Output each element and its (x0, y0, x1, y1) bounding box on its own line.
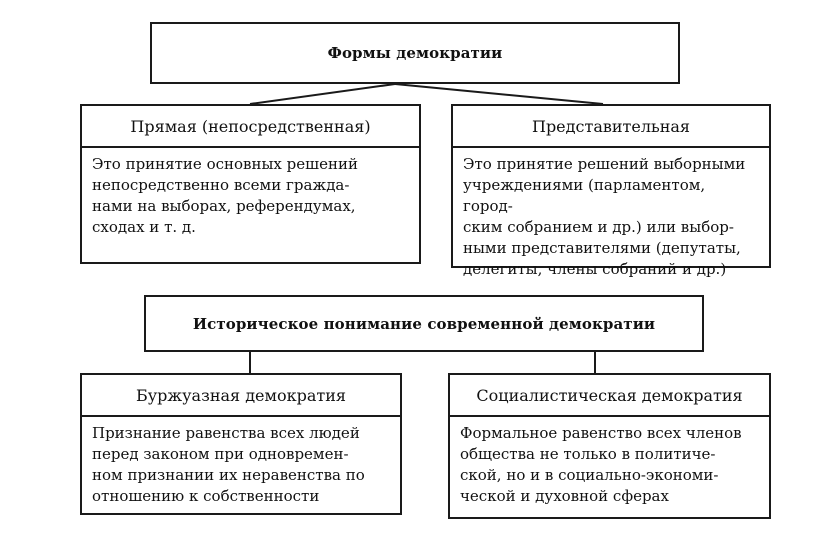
socialist-democracy-header: Социалистическая демократия (450, 375, 769, 417)
bourgeois-democracy-box (80, 373, 402, 515)
representative-democracy-body: Это принятие решений выборными учреждениями (парламентом, город- ским собранием и др.) или выбор- ными представителями (депутаты, делегиты, члены собраний и др.) (463, 155, 746, 278)
direct-democracy-box (80, 104, 421, 264)
forms-of-democracy-title-text: Формы демократии (327, 44, 503, 62)
socialist-democracy-body: Формальное равенство всех членов общества не только в политиче- ской, но и в социально-экономи- ческой и духовной сферах (460, 424, 742, 505)
socialist-democracy-box (448, 373, 771, 519)
historical-understanding-title (144, 295, 704, 352)
representative-democracy-header: Представительная (453, 106, 769, 148)
historical-understanding-title-text: Историческое понимание современной демократии (192, 314, 656, 333)
connector-left-1 (250, 84, 395, 104)
direct-democracy-body: Это принятие основных решений непосредственно всеми гражда- нами на выборах, референдумах, сходах и т. д. (92, 155, 358, 236)
bourgeois-democracy-header: Буржуазная демократия (82, 375, 400, 417)
bourgeois-democracy-body: Признание равенства всех людей перед законом при одновремен- ном признании их неравенства по отношению к собственности (92, 424, 365, 505)
direct-democracy-header: Прямая (непосредственная) (82, 106, 419, 148)
representative-democracy-box (451, 104, 771, 278)
connector-right-1 (395, 84, 603, 104)
forms-of-democracy-title (150, 22, 680, 84)
